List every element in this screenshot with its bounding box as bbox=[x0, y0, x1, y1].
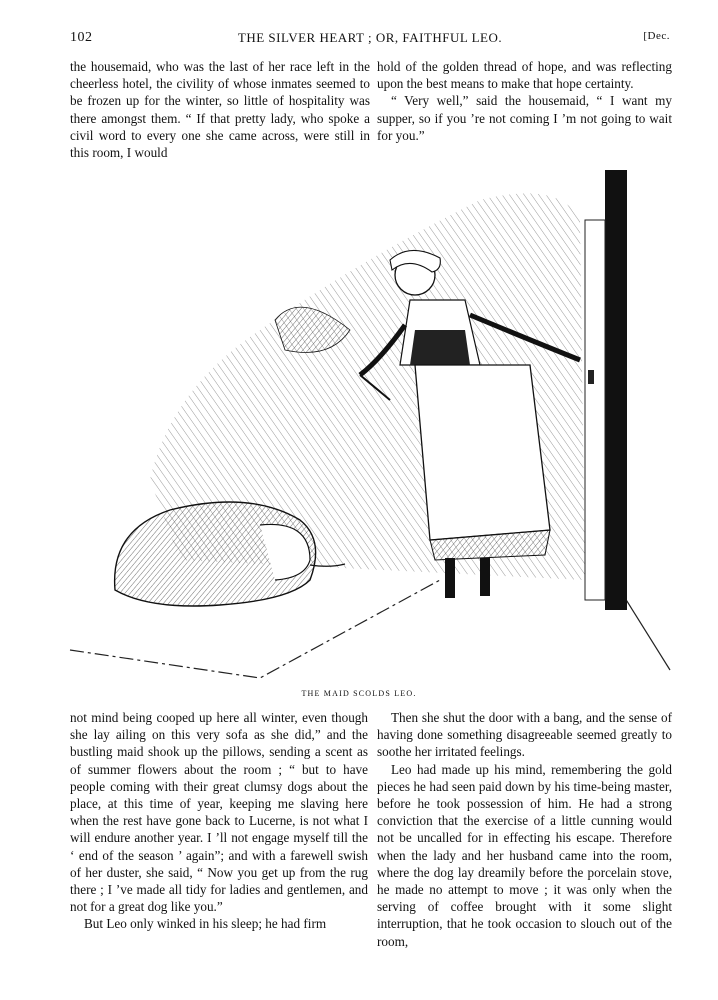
paragraph: “ Very well,” said the housemaid, “ I want my supper, so if you ’re not coming I ’m not going to wait for you.” bbox=[377, 93, 672, 143]
issue-month: [Dec. bbox=[643, 30, 670, 42]
paragraph: the housemaid, who was the last of her race left in the cheerless hotel, the civility of whose inmates seemed to be frozen up for the winter, so little of hospitality was there amongst them. “ If that pretty lady, who spoke a civil word to every one she came across, were still in this room, I would bbox=[70, 59, 370, 161]
column-top-right bbox=[377, 58, 672, 144]
running-header bbox=[70, 30, 670, 50]
illustration-caption: THE MAID SCOLDS LEO. bbox=[301, 689, 417, 698]
paragraph: But Leo only winked in his sleep; he had firm bbox=[84, 916, 327, 932]
door-handle bbox=[588, 370, 594, 384]
paragraph: not mind being cooped up here all winter, even though she lay ailing on this very sofa as she did,” and the bustling maid shook up the pillows, sending a scent as of summer flowers about the room ; “ but to have people coming with their great clumsy dogs about the place, at this time of year, keeping me slaving here when the rest have gone back to Lucerne, is not what I will endure another year. I ’ll not engage myself till the ‘ end of the season ’ again”; and with a farewell swish of her duster, she said, “ Now you get up from the rug there ; I ’ve made all tidy for ladies and gentlemen, and not for a great dog like you.” bbox=[70, 710, 368, 915]
paragraph: Leo had made up his mind, remembering the gold pieces he had seen paid down by his time-being master, before he took possession of him. He had a strong conviction that the exercise of a little cunning would not be uncalled for in effecting his escape. Therefore when the lady and her husband came into the room, where the dog lay dreamily before the porcelain stove, he made no attempt to move ; it was only when the serving of coffee brought with it some slight interruption, that he took occasion to slouch out of the room, bbox=[377, 761, 672, 949]
column-bottom-left bbox=[70, 709, 368, 933]
column-top-left bbox=[70, 58, 370, 161]
paragraph: hold of the golden thread of hope, and was reflecting upon the best means to make that hope certainty. bbox=[377, 59, 672, 92]
page-number: 102 bbox=[70, 30, 93, 45]
column-bottom-right bbox=[377, 709, 672, 950]
paragraph: Then she shut the door with a bang, and the sense of having done something disagreeable seemed greatly to soothe her irritated feelings. bbox=[377, 710, 672, 760]
door-panel bbox=[585, 220, 605, 600]
door-jamb bbox=[605, 170, 627, 610]
maid-scolds-leo-illustration bbox=[60, 160, 675, 682]
running-title: THE SILVER HEART ; OR, FAITHFUL LEO. bbox=[237, 30, 503, 45]
floor-line-right bbox=[620, 590, 670, 670]
